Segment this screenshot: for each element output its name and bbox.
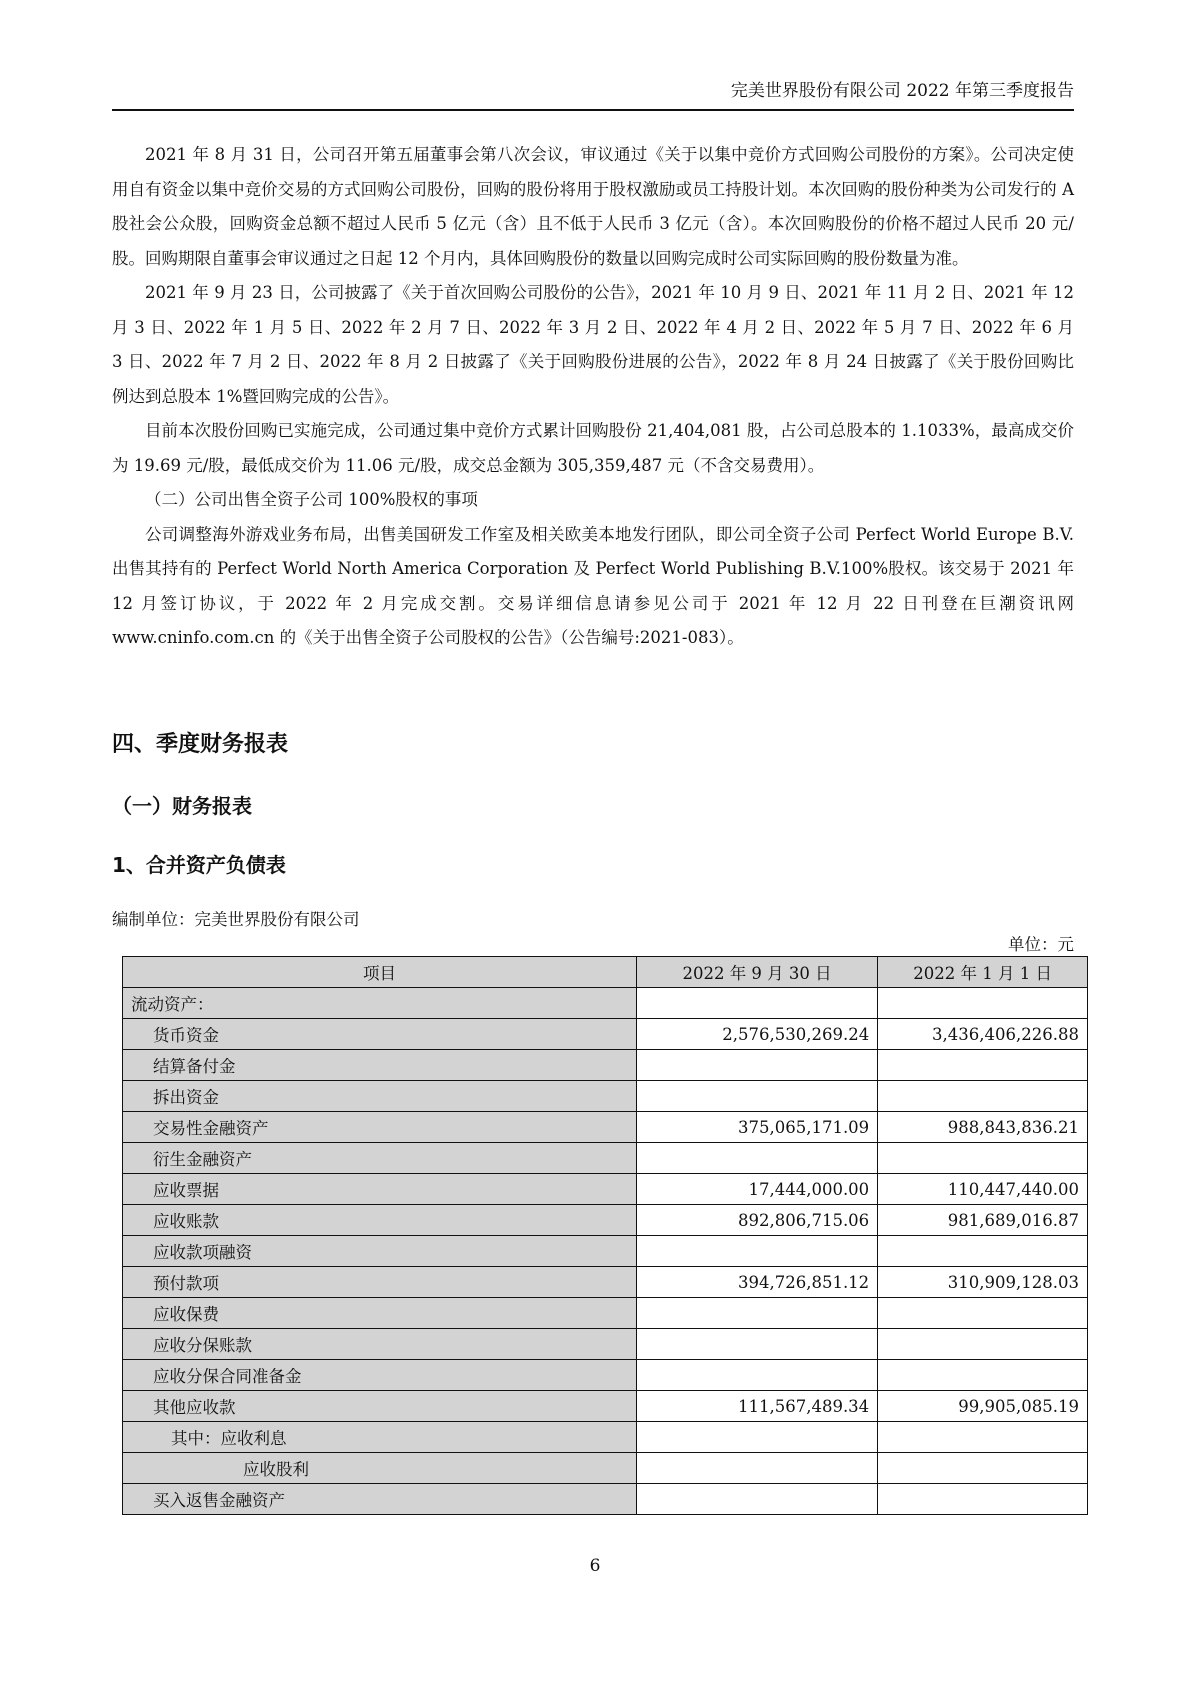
paragraph-buyback-plan: 2021 年 8 月 31 日，公司召开第五届董事会第八次会议，审议通过《关于以集中竞价方式回购公司股份的方案》。公司决定使用自有资金以集中竞价交易的方式回购公司股份，回购的股份将用于股权激励或员工持股计划。本次回购的股份种类为公司发行的 A 股社会公众股，回购资金总额不超过人民币 5 亿元（含）且不低于人民币 3 亿元（含）。本次回购股份的价格不超过人民币 20 元/股。回购期限自董事会审议通过之日起 12 个月内，具体回购股份的数量以回购完成时公司实际回购的股份数量为准。 xyxy=(112,145,1074,268)
row-value-prior: 3,436,406,226.88 xyxy=(878,1019,1088,1050)
table-row xyxy=(123,1298,1088,1329)
statement-title: 1、合并资产负债表 xyxy=(112,853,286,877)
row-label: 应收分保合同准备金 xyxy=(123,1360,637,1391)
table-row xyxy=(123,1019,1088,1050)
table-row xyxy=(123,1081,1088,1112)
row-label: 预付款项 xyxy=(123,1267,637,1298)
row-value-current: 2,576,530,269.24 xyxy=(636,1019,877,1050)
row-label: 应收保费 xyxy=(123,1298,637,1329)
row-value-prior xyxy=(878,1236,1088,1267)
row-label: 衍生金融资产 xyxy=(123,1143,637,1174)
section-title: 四、季度财务报表 xyxy=(112,732,289,757)
row-label: 其他应收款 xyxy=(123,1391,637,1422)
table-row xyxy=(123,1205,1088,1236)
table-row xyxy=(123,1484,1088,1515)
row-label: 应收款项融资 xyxy=(123,1236,637,1267)
row-label: 买入返售金融资产 xyxy=(123,1484,637,1515)
row-value-prior: 310,909,128.03 xyxy=(878,1267,1088,1298)
row-value-current xyxy=(636,1143,877,1174)
row-label: 结算备付金 xyxy=(123,1050,637,1081)
table-row xyxy=(123,1050,1088,1081)
row-value-current xyxy=(636,988,877,1019)
table-row xyxy=(123,1112,1088,1143)
column-header-period-start: 2022 年 1 月 1 日 xyxy=(878,957,1088,988)
row-value-prior xyxy=(878,988,1088,1019)
header-rule xyxy=(112,109,1074,111)
row-value-prior xyxy=(878,1484,1088,1515)
paragraph-buyback-disclosures: 2021 年 9 月 23 日，公司披露了《关于首次回购公司股份的公告》，2021 年 10 月 9 日、2021 年 11 月 2 日、2021 年 12 月 3 日、2022 年 1 月 5 日、2022 年 2 月 7 日、2022 年 3 月 2 日、2022 年 4 月 2 日、2022 年 5 月 7 日、2022 年 6 月 3 日、2022 年 7 月 2 日、2022 年 8 月 2 日披露了《关于回购股份进展的公告》，2022 年 8 月 24 日披露了《关于股份回购比例达到总股本 1%暨回购完成的公告》。 xyxy=(112,283,1074,406)
row-label: 拆出资金 xyxy=(123,1081,637,1112)
row-value-prior xyxy=(878,1422,1088,1453)
row-value-current: 111,567,489.34 xyxy=(636,1391,877,1422)
prepared-by: 编制单位：完美世界股份有限公司 xyxy=(112,910,360,929)
table-row xyxy=(123,1422,1088,1453)
row-value-current xyxy=(636,1050,877,1081)
row-value-prior xyxy=(878,1081,1088,1112)
table-row xyxy=(123,1360,1088,1391)
report-header: 完美世界股份有限公司 2022 年第三季度报告 xyxy=(730,81,1074,101)
row-value-current: 375,065,171.09 xyxy=(636,1112,877,1143)
row-value-current xyxy=(636,1484,877,1515)
subsection-title-sale: （二）公司出售全资子公司 100%股权的事项 xyxy=(145,490,478,509)
body-text xyxy=(112,138,1074,656)
row-label: 交易性金融资产 xyxy=(123,1112,637,1143)
paragraph-subsidiary-sale: 公司调整海外游戏业务布局，出售美国研发工作室及相关欧美本地发行团队，即公司全资子公司 Perfect World Europe B.V.出售其持有的 Perfect World North America Corporation 及 Perfect World Publishing B.V.100%股权。该交易于 2021 年 12 月签订协议，于 2022 年 2 月完成交割。交易详细信息请参见公司于 2021 年 12 月 22 日刊登在巨潮资讯网 www.cninfo.com.cn 的《关于出售全资子公司股权的公告》（公告编号:2021-083）。 xyxy=(112,524,1074,647)
table-row xyxy=(123,988,1088,1019)
row-value-current xyxy=(636,1081,877,1112)
table-row xyxy=(123,1174,1088,1205)
column-header-item: 项目 xyxy=(123,957,637,988)
row-value-prior xyxy=(878,1329,1088,1360)
row-label: 应收分保账款 xyxy=(123,1329,637,1360)
row-value-current xyxy=(636,1360,877,1391)
row-value-current xyxy=(636,1422,877,1453)
row-value-current xyxy=(636,1329,877,1360)
table-row xyxy=(123,1329,1088,1360)
row-label: 应收票据 xyxy=(123,1174,637,1205)
table-row xyxy=(123,1143,1088,1174)
table-row xyxy=(123,1267,1088,1298)
row-label: 其中：应收利息 xyxy=(123,1422,637,1453)
row-label: 货币资金 xyxy=(123,1019,637,1050)
row-value-prior: 988,843,836.21 xyxy=(878,1112,1088,1143)
page-number: 6 xyxy=(589,1556,601,1576)
row-value-prior xyxy=(878,1453,1088,1484)
table-header-row xyxy=(123,957,1088,988)
table-row xyxy=(123,1236,1088,1267)
table-row xyxy=(123,1453,1088,1484)
row-value-current xyxy=(636,1453,877,1484)
row-label: 应收账款 xyxy=(123,1205,637,1236)
paragraph-buyback-completed: 目前本次股份回购已实施完成，公司通过集中竞价方式累计回购股份 21,404,081 股，占公司总股本的 1.1033%，最高成交价为 19.69 元/股，最低成交价为 11.06 元/股，成交总金额为 305,359,487 元（不含交易费用）。 xyxy=(112,421,1074,475)
column-header-period-end: 2022 年 9 月 30 日 xyxy=(636,957,877,988)
row-value-prior: 110,447,440.00 xyxy=(878,1174,1088,1205)
balance-sheet-table xyxy=(122,956,1088,1515)
row-label: 流动资产： xyxy=(123,988,637,1019)
row-value-current: 394,726,851.12 xyxy=(636,1267,877,1298)
row-value-prior xyxy=(878,1143,1088,1174)
currency-unit: 单位：元 xyxy=(1008,935,1074,954)
row-value-current: 17,444,000.00 xyxy=(636,1174,877,1205)
row-value-prior: 99,905,085.19 xyxy=(878,1391,1088,1422)
row-value-prior xyxy=(878,1050,1088,1081)
table-row xyxy=(123,1391,1088,1422)
row-value-prior: 981,689,016.87 xyxy=(878,1205,1088,1236)
row-value-prior xyxy=(878,1298,1088,1329)
row-value-current xyxy=(636,1298,877,1329)
subsection-title: （一）财务报表 xyxy=(112,794,252,818)
row-value-prior xyxy=(878,1360,1088,1391)
row-value-current xyxy=(636,1236,877,1267)
row-label: 应收股利 xyxy=(123,1453,637,1484)
row-value-current: 892,806,715.06 xyxy=(636,1205,877,1236)
